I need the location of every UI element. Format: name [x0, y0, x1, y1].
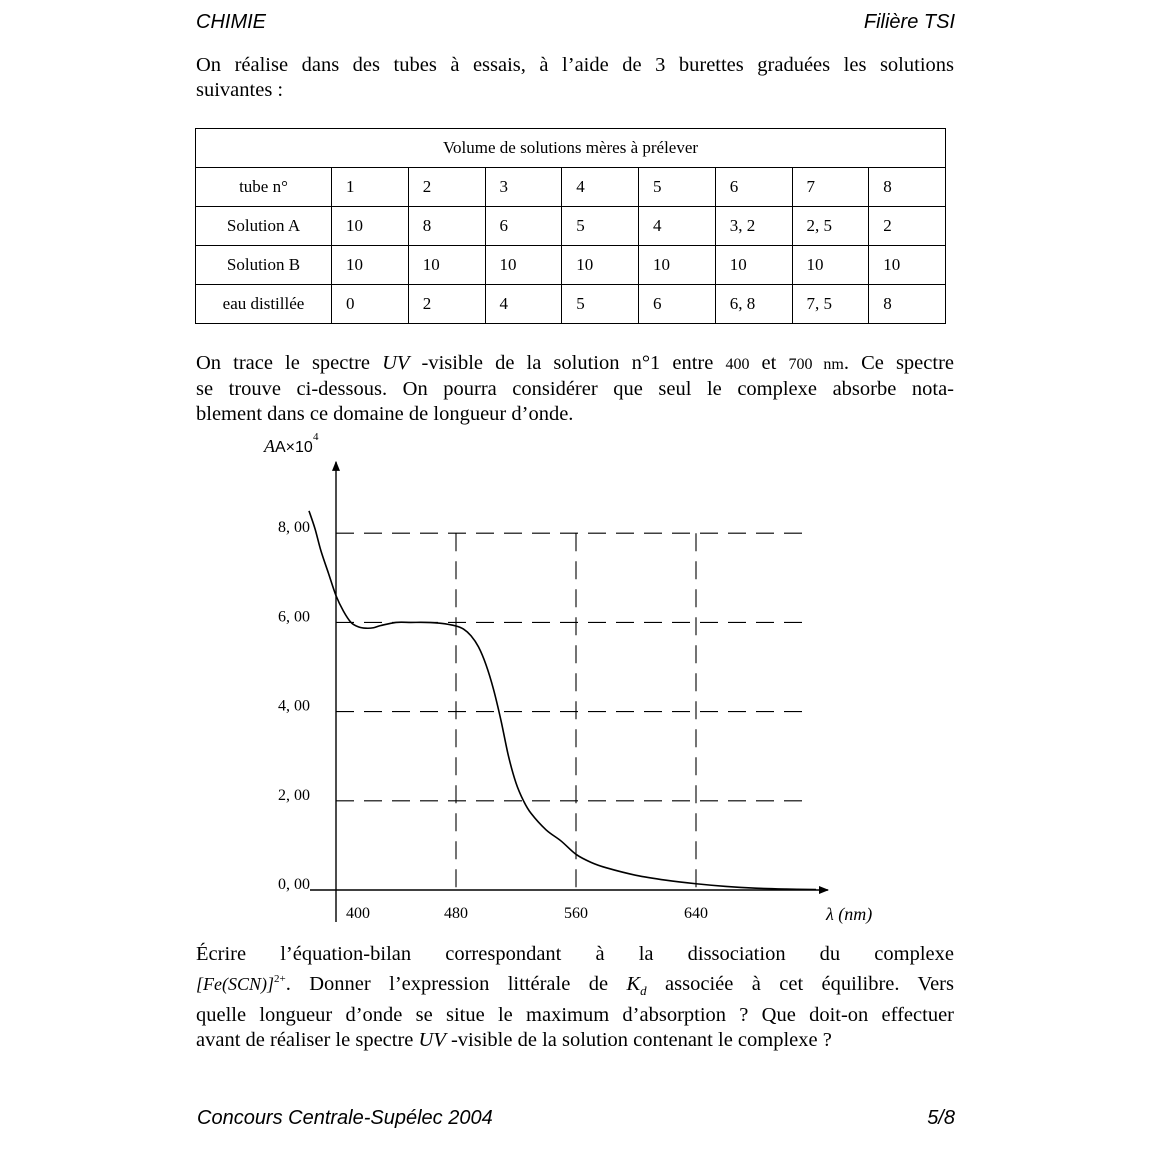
intro-line-1: On réalise dans des tubes à essais, à l’aide de 3 burettes graduées les solutions	[196, 54, 954, 76]
header-track: Filière TSI	[863, 11, 955, 33]
y-axis-label: AA×10	[264, 436, 313, 456]
text-run: . Ce spectre	[843, 352, 954, 374]
text-run: associée à cet équilibre. Vers	[646, 972, 954, 995]
footer-page-number: 5/8	[927, 1107, 955, 1129]
x-axis-label: λ (nm)	[826, 904, 873, 924]
table-cell: 4	[562, 168, 639, 207]
table-cell: 10	[408, 246, 485, 285]
table-cell: 6	[639, 285, 716, 324]
question-line-3: quelle longueur d’onde se situe le maximum d’absorption ? Que doit-on effectuer	[196, 1003, 954, 1026]
table-cell: 7	[792, 168, 869, 207]
table-cell: 10	[869, 246, 946, 285]
table-cell: 2	[408, 168, 485, 207]
table-cell: 7, 5	[792, 285, 869, 324]
row-label: eau distillée	[196, 285, 332, 324]
wavelength-max: 700 nm	[788, 356, 844, 373]
text-run: -visible de la solution contenant le complexe ?	[445, 1028, 832, 1051]
y-axis-label-text: A×10	[275, 439, 313, 456]
table-cell: 5	[562, 207, 639, 246]
table-title: Volume de solutions mères à prélever	[196, 129, 946, 168]
kd-subscript: d	[640, 982, 647, 998]
row-label: tube n°	[196, 168, 332, 207]
table-cell: 5	[639, 168, 716, 207]
wavelength-min: 400	[725, 356, 750, 373]
text-run: et	[749, 352, 789, 374]
table-cell: 10	[332, 246, 409, 285]
chart-axes	[310, 462, 828, 922]
table-cell: 10	[562, 246, 639, 285]
spectrum-curve	[309, 511, 816, 890]
table-cell: 2	[869, 207, 946, 246]
y-tick-label: 6, 00	[278, 608, 310, 626]
spectrum-line-3: blement dans ce domaine de longueur d’onde.	[196, 403, 574, 425]
spectrum-line-2: se trouve ci-dessous. On pourra considérer que seul le complexe absorbe nota-	[196, 378, 954, 400]
question-line-1: Écrire l’équation-bilan correspondant à la dissociation du complexe	[196, 943, 954, 965]
table-cell: 4	[639, 207, 716, 246]
table-cell: 5	[562, 285, 639, 324]
x-tick-label: 640	[684, 905, 708, 922]
y-tick-label: 8, 00	[278, 519, 310, 537]
table-cell: 10	[715, 246, 792, 285]
table-cell: 8	[408, 207, 485, 246]
table-cell: 1	[332, 168, 409, 207]
text-run: avant de réaliser le spectre	[196, 1028, 419, 1051]
table-cell: 10	[792, 246, 869, 285]
y-axis-exponent: 4	[313, 431, 319, 443]
table-cell: 6	[715, 168, 792, 207]
text-run: -visible de la solution n°1 entre	[409, 352, 726, 374]
row-label: Solution A	[196, 207, 332, 246]
chart-tick-labels	[278, 519, 708, 922]
table-cell: 8	[869, 285, 946, 324]
table-cell: 10	[485, 246, 562, 285]
kd-symbol: K	[626, 972, 641, 995]
uv-symbol: UV	[418, 1028, 446, 1051]
table-cell: 2	[408, 285, 485, 324]
table-cell: 6, 8	[715, 285, 792, 324]
complex-charge: 2+	[274, 973, 286, 985]
header-subject: CHIMIE	[196, 11, 266, 33]
text-run: On trace le spectre	[196, 352, 383, 374]
intro-line-2: suivantes :	[196, 79, 284, 101]
question-paragraph	[196, 942, 954, 1053]
y-tick-label: 0, 00	[278, 876, 310, 893]
question-line-2	[196, 967, 954, 1003]
table-cell: 4	[485, 285, 562, 324]
question-line-4	[196, 1028, 954, 1053]
y-tick-label: 4, 00	[278, 697, 310, 715]
uv-symbol: UV	[382, 352, 410, 374]
y-tick-label: 2, 00	[278, 786, 310, 804]
footer-exam: Concours Centrale-Supélec 2004	[197, 1107, 493, 1129]
table-cell: 10	[639, 246, 716, 285]
table-cell: 3, 2	[715, 207, 792, 246]
table-cell: 0	[332, 285, 409, 324]
x-tick-label: 480	[444, 905, 468, 922]
table-cell: 3	[485, 168, 562, 207]
complex-formula: [Fe(SCN)]	[196, 973, 274, 994]
text-run: . Donner l’expression littérale de	[285, 972, 627, 995]
chart-grid	[336, 533, 809, 890]
x-tick-label: 400	[346, 905, 370, 922]
table-cell: 10	[332, 207, 409, 246]
x-tick-label: 560	[564, 905, 588, 922]
table-cell: 6	[485, 207, 562, 246]
table-cell: 8	[869, 168, 946, 207]
table-cell: 2, 5	[792, 207, 869, 246]
row-label: Solution B	[196, 246, 332, 285]
